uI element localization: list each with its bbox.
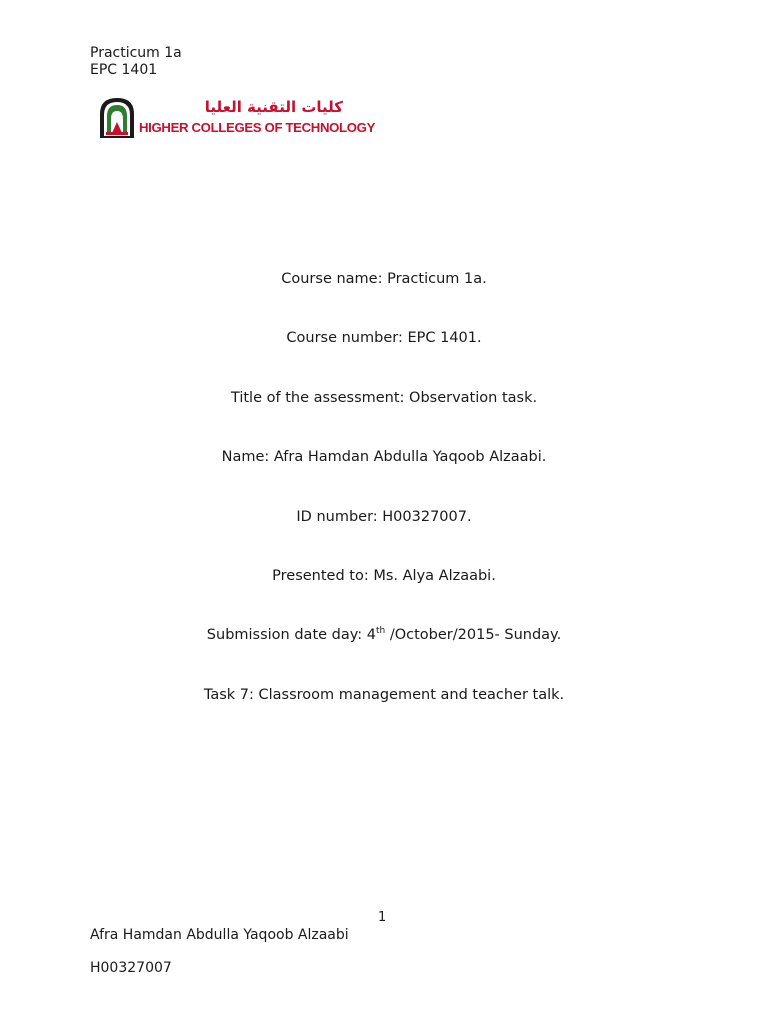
header-course-code: EPC 1401 xyxy=(90,62,158,78)
course-name: Course name: Practicum 1a. xyxy=(281,271,487,287)
footer-author: Afra Hamdan Abdulla Yaqoob Alzaabi xyxy=(90,927,349,943)
college-logo xyxy=(97,96,376,140)
logo-english-text: HIGHER COLLEGES OF TECHNOLOGY xyxy=(139,120,376,135)
task-title: Task 7: Classroom management and teacher talk. xyxy=(203,687,565,703)
logo-arabic-text: كليات التقنية العليا xyxy=(204,98,343,116)
course-number: Course number: EPC 1401. xyxy=(286,330,482,346)
college-emblem-icon xyxy=(97,96,137,140)
submission-date-ordinal: th xyxy=(376,626,386,636)
footer-student-id: H00327007 xyxy=(90,960,172,976)
page-number: 1 xyxy=(378,910,387,925)
presented-to: Presented to: Ms. Alya Alzaabi. xyxy=(272,568,496,584)
header-course-name: Practicum 1a xyxy=(90,45,182,61)
assessment-title: Title of the assessment: Observation task. xyxy=(230,390,538,406)
page-header xyxy=(90,45,182,79)
submission-date-rest: /October/2015- Sunday. xyxy=(385,627,562,643)
student-name: Name: Afra Hamdan Abdulla Yaqoob Alzaabi. xyxy=(221,449,547,465)
student-id: ID number: H00327007. xyxy=(296,509,472,525)
submission-date xyxy=(0,626,768,644)
submission-date-day: Submission date day: 4 xyxy=(206,627,376,643)
